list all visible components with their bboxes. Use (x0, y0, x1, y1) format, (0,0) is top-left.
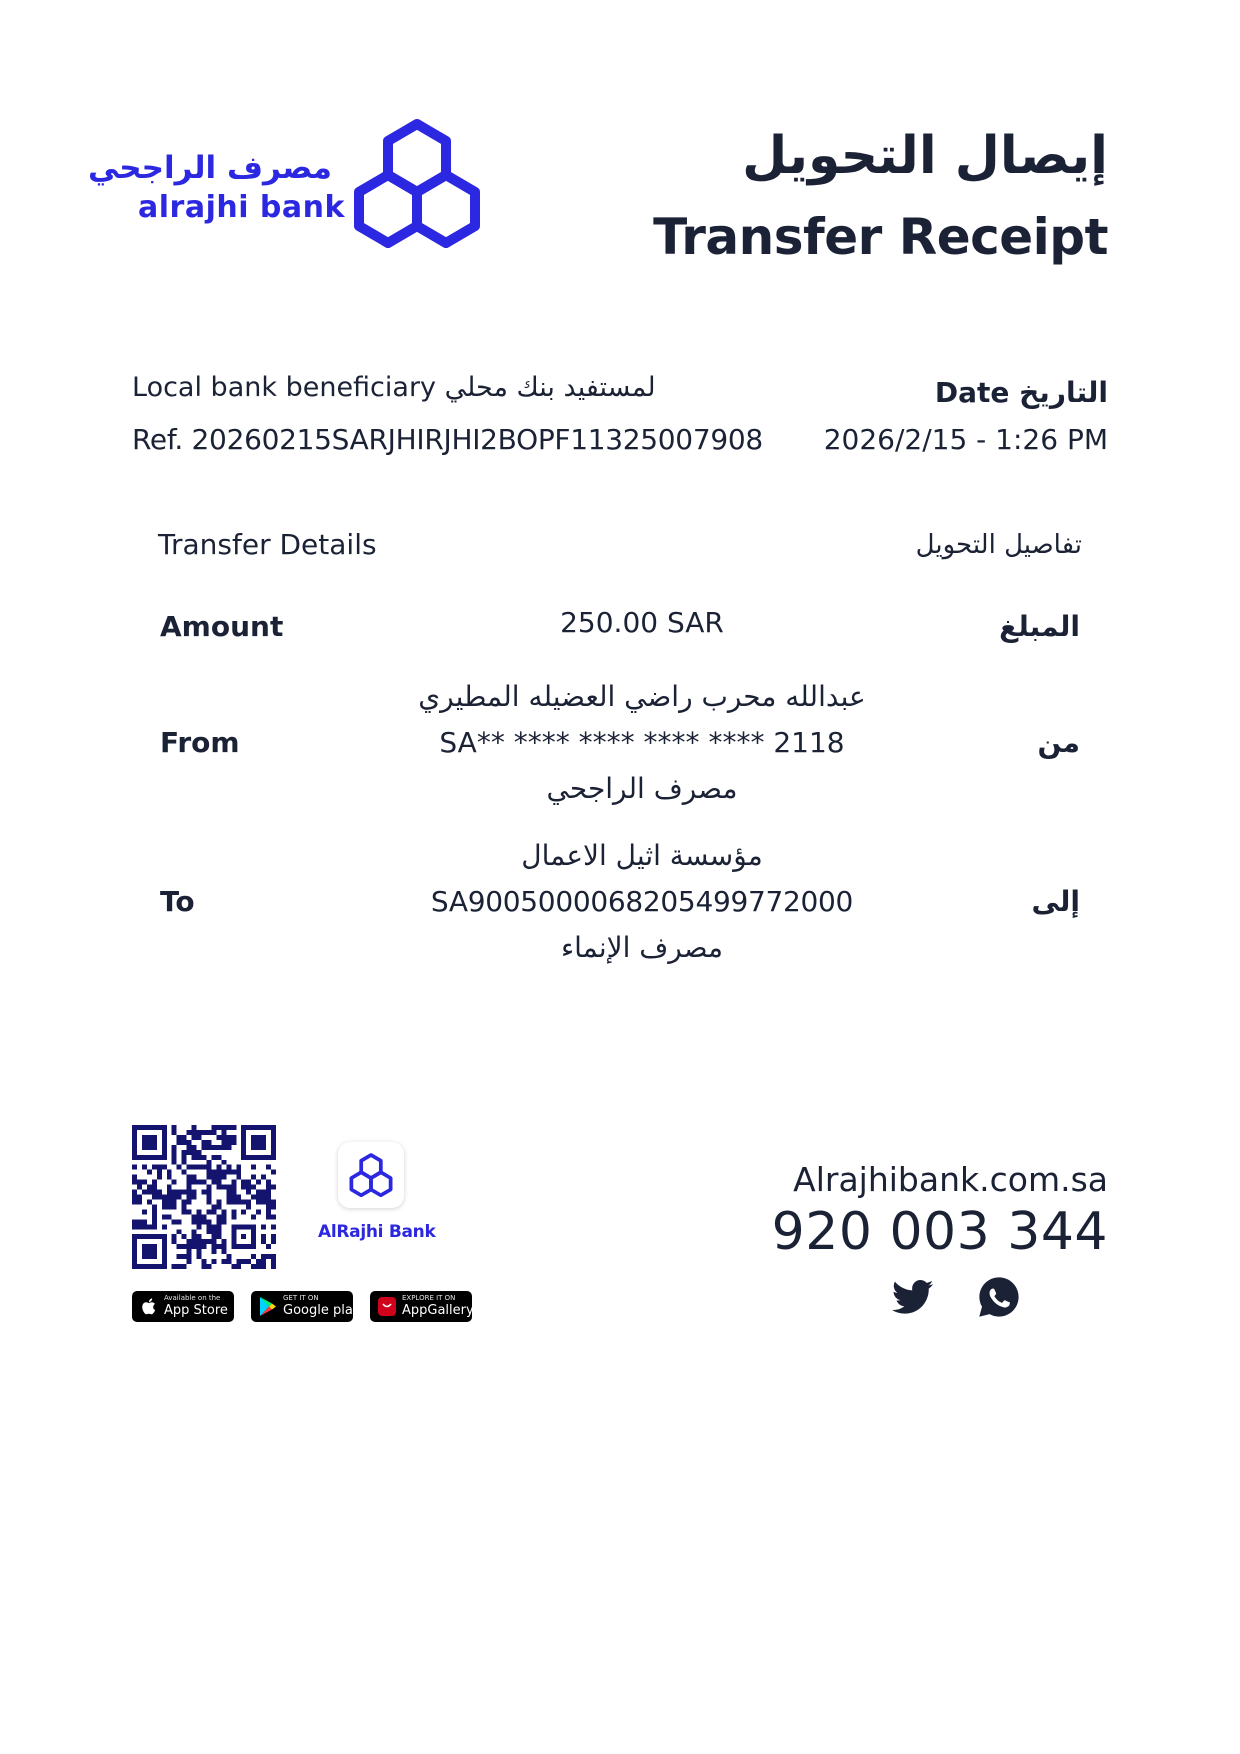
to-label-english: To (160, 885, 195, 918)
app-store-text: App Store (164, 1303, 228, 1318)
transfer-details-heading-arabic: تفاصيل التحويل (915, 530, 1082, 560)
apple-icon (139, 1296, 159, 1317)
from-details (342, 674, 942, 812)
qr-code (132, 1125, 276, 1269)
receipt-title-arabic: إيصال التحويل (742, 126, 1108, 186)
huawei-icon (377, 1296, 397, 1317)
sender-name: عبدالله محرب راضي العضيله المطيري (418, 680, 866, 713)
twitter-icon[interactable] (892, 1276, 934, 1318)
to-label-arabic: إلى (1031, 885, 1080, 918)
recipient-iban: SA9005000068205499772000 (430, 885, 854, 918)
date-label: Date التاريخ (934, 376, 1108, 409)
alrajhi-app-logo-icon (349, 1153, 393, 1197)
google-play-small-text: GET IT ON (283, 1294, 319, 1302)
google-play-icon (258, 1296, 278, 1317)
reference-number: Ref. 20260215SARJHIRJHI2BOPF11325007908 (132, 423, 763, 456)
amount-label-english: Amount (160, 610, 284, 643)
from-label-english: From (160, 726, 240, 759)
recipient-bank: مصرف الإنماء (560, 931, 724, 964)
recipient-name: مؤسسة اثيل الاعمال (521, 839, 763, 872)
app-gallery-small-text: EXPLORE IT ON (402, 1294, 456, 1302)
sender-bank: مصرف الراجحي (546, 772, 738, 805)
to-details (342, 833, 942, 971)
app-store-badge[interactable] (132, 1291, 234, 1322)
app-name: AlRajhi Bank (318, 1222, 436, 1242)
app-gallery-badge[interactable] (370, 1291, 472, 1322)
receipt-title-english: Transfer Receipt (653, 208, 1108, 266)
sender-account: SA** **** **** **** **** 2118 (439, 726, 845, 759)
alrajhi-app-icon[interactable] (338, 1142, 404, 1208)
google-play-badge[interactable] (251, 1291, 361, 1322)
app-store-small-text: Available on the (164, 1294, 221, 1302)
amount-value: 250.00 SAR (560, 606, 724, 639)
alrajhi-logo-icon (352, 118, 482, 248)
amount-label-arabic: المبلغ (999, 610, 1080, 643)
google-play-text: Google play (283, 1303, 361, 1318)
whatsapp-icon[interactable] (978, 1276, 1020, 1318)
phone-number[interactable]: 920 003 344 (771, 1202, 1108, 1262)
amount-value-container (342, 600, 942, 646)
from-label-arabic: من (1037, 726, 1080, 759)
app-gallery-text: AppGallery (402, 1303, 474, 1318)
logo-arabic-text: مصرف الراجحي (87, 150, 332, 186)
transfer-details-heading-english: Transfer Details (158, 528, 377, 561)
logo-english-text: alrajhi bank (138, 190, 345, 225)
beneficiary-type: Local bank beneficiary لمستفيد بنك محلي (132, 372, 656, 403)
website-link[interactable]: Alrajhibank.com.sa (793, 1160, 1108, 1199)
date-value: 2026/2/15 - 1:26 PM (823, 423, 1108, 456)
